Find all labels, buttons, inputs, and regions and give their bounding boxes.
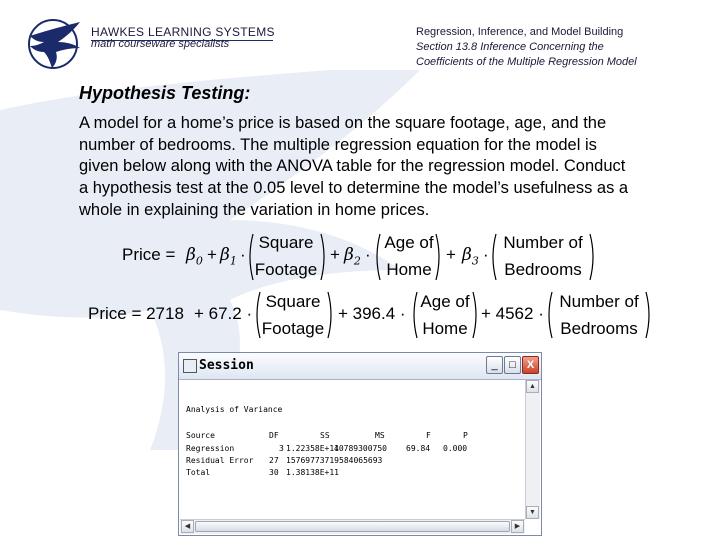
course-chapter: Regression, Inference, and Model Building	[416, 26, 624, 38]
scroll-left-button[interactable]: ◀	[181, 520, 194, 533]
col-ss: SS	[320, 431, 330, 440]
col-ms: MS	[375, 431, 385, 440]
slide-heading: Hypothesis Testing:	[79, 83, 251, 103]
course-info	[416, 25, 637, 70]
session-titlebar[interactable]	[179, 353, 541, 380]
eq1-plus3: +	[446, 245, 456, 264]
vertical-scrollbar[interactable]	[525, 380, 540, 519]
row-source: Regression	[186, 444, 235, 453]
eq2-term3: Number of Bedrooms	[559, 292, 639, 338]
row-f: 69.84	[406, 444, 431, 453]
row-ss: 1.22358E+11	[286, 444, 339, 453]
horizontal-scroll-thumb[interactable]	[195, 521, 510, 532]
row-ms: 40789300750	[334, 444, 387, 453]
eq1-term3: Number of Bedrooms	[503, 233, 583, 279]
session-window	[178, 352, 542, 536]
row-df: 3	[279, 444, 284, 453]
eq2-term2: Age of Home	[420, 292, 470, 338]
scroll-right-button[interactable]: ▶	[511, 520, 524, 533]
eq1-dot3: ·	[483, 245, 489, 264]
eq2-coef2: + 396.4 ·	[338, 304, 406, 323]
col-source: Source	[186, 431, 215, 440]
eq1-dot2: ·	[365, 245, 371, 264]
eq1-beta3: $\beta_3$	[462, 245, 479, 268]
eq1-term2: Age of Home	[384, 233, 434, 279]
row-source: Total	[186, 468, 211, 477]
row-source: Residual Error	[186, 456, 254, 465]
session-title: Session	[199, 358, 254, 373]
scroll-down-button[interactable]: ▼	[526, 506, 539, 519]
brand-name: HAWKES LEARNING SYSTEMS	[91, 25, 275, 39]
course-section: Section 13.8 Inference Concerning the	[416, 41, 604, 53]
eq2-lhs: Price = 2718	[88, 304, 184, 323]
eq1-plus1: +	[207, 245, 217, 264]
eq1-beta1: $\beta_1$	[220, 245, 237, 268]
eq1-term1: Square Footage	[254, 233, 318, 279]
course-section-topic: Coefficients of the Multiple Regression Model	[416, 56, 637, 68]
horizontal-scrollbar[interactable]	[180, 519, 525, 534]
row-ss: 15769773719	[286, 456, 339, 465]
session-window-icon	[183, 359, 197, 373]
eq2-coef1: + 67.2 ·	[194, 304, 253, 323]
row-df: 30	[269, 468, 279, 477]
minimize-button[interactable]: _	[486, 356, 503, 374]
row-p: 0.000	[443, 444, 468, 453]
brand-tagline: math courseware specialists	[91, 38, 230, 50]
col-df: DF	[269, 431, 279, 440]
maximize-button[interactable]: □	[504, 356, 521, 374]
row-ms: 584065693	[339, 456, 383, 465]
slide-body: A model for a home’s price is based on the square footage, age, and the number of bedrooms. The multiple regression equation for the model is given below along with the ANOVA table for the regression model. Conduct a hypothesis test at the 0.05 level to determine the model’s usefulness as a whole in explaining the variation in home prices.	[79, 114, 629, 219]
session-output[interactable]	[183, 383, 523, 515]
anova-title: Analysis of Variance	[186, 405, 283, 414]
eq1-beta0: $\beta_0$	[186, 245, 203, 268]
eq1-dot1: ·	[240, 245, 246, 264]
eq2-coef3: + 4562 ·	[481, 304, 544, 323]
col-f: F	[426, 431, 431, 440]
eq1-lhs: Price =	[122, 245, 176, 264]
close-button[interactable]: X	[522, 356, 539, 374]
scroll-up-button[interactable]: ▲	[526, 380, 539, 393]
eagle-icon	[26, 18, 84, 70]
col-p: P	[463, 431, 468, 440]
eq2-term1: Square Footage	[261, 292, 325, 338]
row-df: 27	[269, 456, 279, 465]
eq1-plus2: +	[330, 245, 340, 264]
row-ss: 1.38138E+11	[286, 468, 339, 477]
eq1-beta2: $\beta_2$	[344, 245, 361, 268]
